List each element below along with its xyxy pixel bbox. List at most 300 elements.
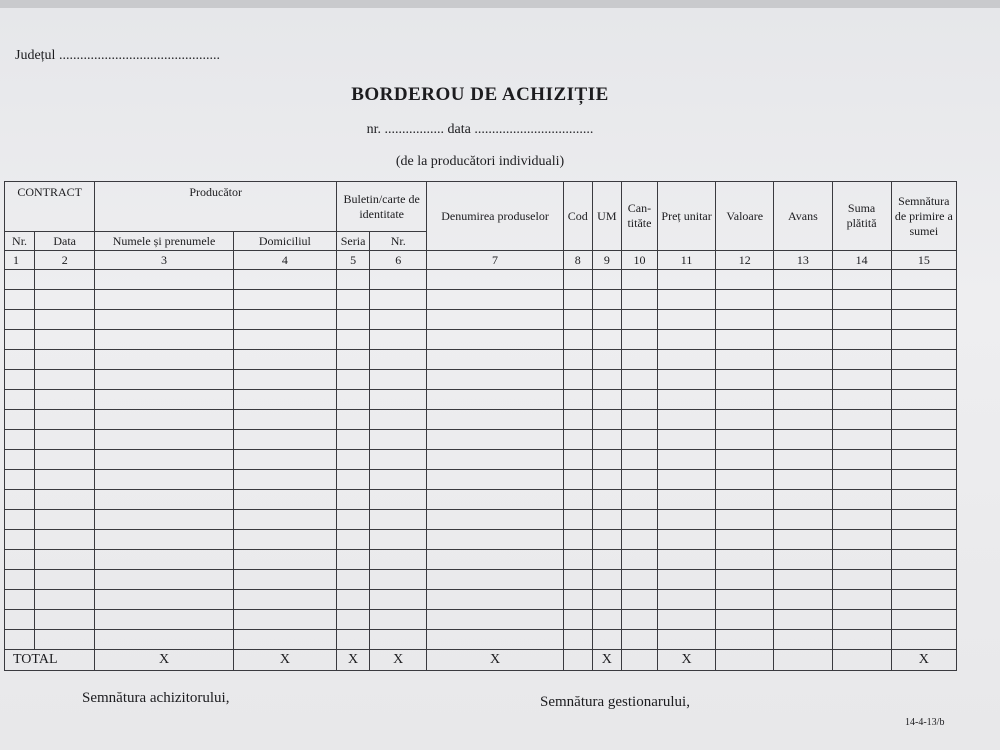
empty-cell <box>95 590 233 610</box>
empty-cell <box>621 510 657 530</box>
column-number: 9 <box>592 251 621 270</box>
empty-cell <box>5 270 35 290</box>
purchase-table <box>4 181 957 671</box>
empty-cell <box>774 390 832 410</box>
empty-cell <box>337 630 370 650</box>
empty-cell <box>563 270 592 290</box>
empty-cell <box>774 430 832 450</box>
empty-cell <box>621 610 657 630</box>
empty-cell <box>5 470 35 490</box>
empty-cell <box>337 430 370 450</box>
col-header-date: Data <box>35 232 95 251</box>
empty-cell <box>716 510 774 530</box>
col-header-code: Cod <box>563 182 592 251</box>
empty-cell <box>563 430 592 450</box>
empty-cell <box>337 530 370 550</box>
empty-cell <box>233 510 336 530</box>
empty-cell <box>95 610 233 630</box>
empty-cell <box>621 550 657 570</box>
header-row-groups <box>5 182 957 232</box>
empty-cell <box>832 530 891 550</box>
column-number-row <box>5 251 957 270</box>
empty-cell <box>337 370 370 390</box>
empty-cell <box>658 430 716 450</box>
empty-cell <box>233 390 336 410</box>
empty-cell <box>891 290 956 310</box>
empty-cell <box>35 630 95 650</box>
empty-cell <box>427 470 563 490</box>
empty-cell <box>233 310 336 330</box>
empty-cell <box>5 410 35 430</box>
empty-cell <box>563 310 592 330</box>
empty-cell <box>716 630 774 650</box>
table-row <box>5 510 957 530</box>
empty-cell <box>233 490 336 510</box>
empty-cell <box>35 290 95 310</box>
empty-cell <box>592 370 621 390</box>
table-row <box>5 350 957 370</box>
empty-cell <box>832 310 891 330</box>
empty-cell <box>832 270 891 290</box>
empty-cell <box>658 410 716 430</box>
empty-cell <box>337 390 370 410</box>
empty-cell <box>592 350 621 370</box>
empty-cell <box>621 630 657 650</box>
empty-cell <box>658 370 716 390</box>
empty-cell <box>891 350 956 370</box>
empty-cell <box>592 590 621 610</box>
empty-cell <box>427 430 563 450</box>
empty-cell <box>5 350 35 370</box>
empty-cell <box>337 410 370 430</box>
empty-cell <box>233 550 336 570</box>
number-date-field: nr. ................. data .................................. <box>366 122 594 137</box>
empty-cell <box>658 570 716 590</box>
empty-cell <box>563 450 592 470</box>
empty-cell <box>716 530 774 550</box>
empty-cell <box>716 450 774 470</box>
empty-cell <box>5 550 35 570</box>
buyer-signature-label: Semnătura achizitorului, <box>82 690 230 706</box>
empty-cell <box>5 610 35 630</box>
empty-cell <box>716 570 774 590</box>
empty-cell <box>621 590 657 610</box>
table-row <box>5 470 957 490</box>
empty-cell <box>774 550 832 570</box>
empty-cell <box>35 410 95 430</box>
empty-cell <box>774 610 832 630</box>
empty-cell <box>427 530 563 550</box>
table-row <box>5 610 957 630</box>
empty-cell <box>891 410 956 430</box>
empty-cell <box>5 330 35 350</box>
table-row <box>5 450 957 470</box>
empty-cell <box>233 610 336 630</box>
empty-cell <box>891 510 956 530</box>
table-row <box>5 310 957 330</box>
empty-cell <box>832 570 891 590</box>
empty-cell <box>337 590 370 610</box>
empty-cell <box>621 490 657 510</box>
empty-cell <box>370 350 427 370</box>
col-header-value: Valoare <box>716 182 774 251</box>
empty-cell <box>427 450 563 470</box>
empty-cell <box>774 370 832 390</box>
empty-cell <box>233 530 336 550</box>
empty-cell <box>563 530 592 550</box>
empty-cell <box>774 310 832 330</box>
empty-cell <box>563 330 592 350</box>
empty-cell <box>774 410 832 430</box>
empty-cell <box>427 630 563 650</box>
empty-cell <box>5 590 35 610</box>
empty-cell <box>35 310 95 330</box>
empty-cell <box>716 490 774 510</box>
empty-cell <box>658 530 716 550</box>
empty-cell <box>35 390 95 410</box>
column-number: 12 <box>716 251 774 270</box>
empty-cell <box>658 550 716 570</box>
empty-cell <box>563 290 592 310</box>
form-title: BORDEROU DE ACHIZIȚIE <box>351 84 609 105</box>
empty-cell <box>716 550 774 570</box>
empty-cell <box>891 590 956 610</box>
producer-header: Producător <box>95 182 337 232</box>
empty-cell <box>337 350 370 370</box>
column-number: 1 <box>5 251 35 270</box>
col-header-signature: Semnătura de primire a sumei <box>891 182 956 251</box>
col-header-quantity: Can-tităte <box>621 182 657 251</box>
empty-cell <box>891 470 956 490</box>
empty-cell <box>95 470 233 490</box>
empty-cell <box>563 370 592 390</box>
empty-cell <box>427 550 563 570</box>
empty-cell <box>621 430 657 450</box>
table-row <box>5 570 957 590</box>
table-row <box>5 490 957 510</box>
empty-cell <box>370 550 427 570</box>
empty-cell <box>370 470 427 490</box>
empty-cell <box>891 370 956 390</box>
empty-cell <box>337 470 370 490</box>
empty-cell <box>832 390 891 410</box>
table-row <box>5 430 957 450</box>
empty-cell <box>5 430 35 450</box>
empty-cell <box>592 510 621 530</box>
empty-cell <box>5 370 35 390</box>
empty-cell <box>658 470 716 490</box>
form-subtitle: (de la producători individuali) <box>395 154 565 169</box>
empty-cell <box>233 290 336 310</box>
empty-cell <box>716 270 774 290</box>
empty-cell <box>832 470 891 490</box>
total-cell <box>716 650 774 671</box>
empty-cell <box>621 290 657 310</box>
empty-cell <box>35 610 95 630</box>
total-label: TOTAL <box>5 650 95 671</box>
empty-cell <box>370 570 427 590</box>
empty-cell <box>427 490 563 510</box>
empty-cell <box>774 490 832 510</box>
table-row <box>5 550 957 570</box>
empty-cell <box>592 490 621 510</box>
empty-cell <box>35 430 95 450</box>
empty-cell <box>774 450 832 470</box>
total-cell: X <box>427 650 563 671</box>
empty-cell <box>832 330 891 350</box>
empty-cell <box>832 430 891 450</box>
empty-cell <box>427 510 563 530</box>
empty-cell <box>370 610 427 630</box>
col-header-id-nr: Nr. <box>370 232 427 251</box>
empty-cell <box>592 530 621 550</box>
empty-cell <box>658 310 716 330</box>
empty-cell <box>95 570 233 590</box>
empty-cell <box>563 610 592 630</box>
empty-cell <box>95 370 233 390</box>
empty-cell <box>337 510 370 530</box>
col-header-amount-paid: Suma plătită <box>832 182 891 251</box>
empty-cell <box>563 350 592 370</box>
empty-cell <box>370 390 427 410</box>
empty-cell <box>35 550 95 570</box>
empty-cell <box>427 390 563 410</box>
empty-cell <box>774 570 832 590</box>
empty-cell <box>563 550 592 570</box>
empty-cell <box>621 410 657 430</box>
empty-cell <box>35 270 95 290</box>
empty-cell <box>592 630 621 650</box>
empty-cell <box>35 490 95 510</box>
empty-cell <box>563 470 592 490</box>
total-cell <box>832 650 891 671</box>
empty-cell <box>95 550 233 570</box>
empty-cell <box>427 270 563 290</box>
empty-cell <box>774 350 832 370</box>
empty-cell <box>95 290 233 310</box>
empty-cell <box>95 390 233 410</box>
empty-cell <box>658 610 716 630</box>
empty-cell <box>658 270 716 290</box>
empty-cell <box>621 570 657 590</box>
empty-cell <box>774 630 832 650</box>
manager-signature-label: Semnătura gestionarului, <box>540 694 690 710</box>
empty-cell <box>337 450 370 470</box>
empty-cell <box>592 330 621 350</box>
empty-cell <box>716 350 774 370</box>
total-cell: X <box>891 650 956 671</box>
empty-cell <box>658 390 716 410</box>
empty-cell <box>95 450 233 470</box>
empty-cell <box>621 450 657 470</box>
table-row <box>5 370 957 390</box>
table-row <box>5 590 957 610</box>
empty-cell <box>658 450 716 470</box>
empty-cell <box>592 470 621 490</box>
empty-cell <box>716 310 774 330</box>
empty-cell <box>35 530 95 550</box>
empty-cell <box>658 490 716 510</box>
empty-cell <box>35 330 95 350</box>
empty-cell <box>891 390 956 410</box>
empty-cell <box>621 370 657 390</box>
total-cell: X <box>658 650 716 671</box>
empty-cell <box>35 470 95 490</box>
column-number: 11 <box>658 251 716 270</box>
table-row <box>5 630 957 650</box>
empty-cell <box>621 310 657 330</box>
col-header-address: Domiciliul <box>233 232 336 251</box>
empty-cell <box>832 410 891 430</box>
empty-cell <box>832 450 891 470</box>
empty-cell <box>427 310 563 330</box>
empty-cell <box>891 630 956 650</box>
empty-cell <box>621 390 657 410</box>
empty-cell <box>5 510 35 530</box>
empty-cell <box>427 590 563 610</box>
empty-cell <box>427 410 563 430</box>
empty-cell <box>592 430 621 450</box>
empty-cell <box>563 630 592 650</box>
empty-cell <box>658 350 716 370</box>
empty-cell <box>35 350 95 370</box>
empty-cell <box>716 610 774 630</box>
table-row <box>5 270 957 290</box>
empty-cell <box>716 430 774 450</box>
col-header-name: Numele și prenumele <box>95 232 233 251</box>
empty-cell <box>716 390 774 410</box>
empty-cell <box>427 330 563 350</box>
col-header-series: Seria <box>337 232 370 251</box>
total-row <box>5 650 957 671</box>
empty-cell <box>592 270 621 290</box>
empty-cell <box>337 310 370 330</box>
form-code: 14-4-13/b <box>905 717 945 728</box>
empty-cell <box>95 350 233 370</box>
column-number: 4 <box>233 251 336 270</box>
empty-cell <box>233 470 336 490</box>
empty-cell <box>337 490 370 510</box>
empty-cell <box>370 370 427 390</box>
empty-cell <box>233 430 336 450</box>
empty-cell <box>95 490 233 510</box>
empty-cell <box>832 510 891 530</box>
empty-cell <box>891 450 956 470</box>
empty-cell <box>891 570 956 590</box>
empty-cell <box>233 270 336 290</box>
empty-cell <box>95 410 233 430</box>
empty-cell <box>832 630 891 650</box>
column-number: 2 <box>35 251 95 270</box>
total-cell: X <box>592 650 621 671</box>
empty-cell <box>5 490 35 510</box>
empty-cell <box>592 290 621 310</box>
empty-cell <box>233 570 336 590</box>
col-header-advance: Avans <box>774 182 832 251</box>
col-header-unit: UM <box>592 182 621 251</box>
empty-cell <box>427 350 563 370</box>
empty-cell <box>621 470 657 490</box>
form-page <box>0 8 1000 750</box>
empty-cell <box>774 270 832 290</box>
empty-cell <box>370 290 427 310</box>
empty-cell <box>658 330 716 350</box>
empty-cell <box>563 570 592 590</box>
empty-cell <box>35 450 95 470</box>
empty-cell <box>370 310 427 330</box>
empty-cell <box>774 510 832 530</box>
empty-cell <box>891 270 956 290</box>
empty-cell <box>337 610 370 630</box>
empty-cell <box>832 490 891 510</box>
column-number: 5 <box>337 251 370 270</box>
empty-cell <box>621 270 657 290</box>
empty-cell <box>370 330 427 350</box>
empty-cell <box>592 450 621 470</box>
empty-cell <box>774 590 832 610</box>
empty-cell <box>95 310 233 330</box>
empty-cell <box>370 490 427 510</box>
empty-cell <box>95 330 233 350</box>
col-header-products: Denumirea produselor <box>427 182 563 251</box>
empty-cell <box>427 610 563 630</box>
empty-cell <box>95 630 233 650</box>
empty-cell <box>337 570 370 590</box>
empty-cell <box>233 590 336 610</box>
empty-cell <box>95 430 233 450</box>
empty-cell <box>233 350 336 370</box>
empty-cell <box>95 270 233 290</box>
table-row <box>5 530 957 550</box>
empty-cell <box>891 430 956 450</box>
empty-cell <box>233 450 336 470</box>
empty-cell <box>5 310 35 330</box>
empty-cell <box>370 410 427 430</box>
contract-header: CONTRACT <box>5 182 95 232</box>
empty-cell <box>370 270 427 290</box>
total-cell: X <box>337 650 370 671</box>
total-cell: X <box>370 650 427 671</box>
empty-cell <box>370 530 427 550</box>
empty-cell <box>337 550 370 570</box>
county-field: Județul .............................................. <box>15 48 220 63</box>
empty-cell <box>427 370 563 390</box>
empty-cell <box>832 350 891 370</box>
total-cell <box>621 650 657 671</box>
empty-cell <box>233 330 336 350</box>
empty-cell <box>35 510 95 530</box>
empty-cell <box>563 390 592 410</box>
column-number: 6 <box>370 251 427 270</box>
empty-cell <box>832 590 891 610</box>
column-number: 3 <box>95 251 233 270</box>
empty-cell <box>716 470 774 490</box>
empty-cell <box>563 490 592 510</box>
empty-cell <box>891 330 956 350</box>
empty-cell <box>658 590 716 610</box>
empty-cell <box>832 550 891 570</box>
empty-cell <box>5 570 35 590</box>
empty-cell <box>891 490 956 510</box>
col-header-nr: Nr. <box>5 232 35 251</box>
empty-cell <box>592 310 621 330</box>
empty-cell <box>427 290 563 310</box>
empty-cell <box>891 550 956 570</box>
empty-cell <box>621 350 657 370</box>
column-number: 14 <box>832 251 891 270</box>
empty-cell <box>716 370 774 390</box>
empty-cell <box>95 530 233 550</box>
